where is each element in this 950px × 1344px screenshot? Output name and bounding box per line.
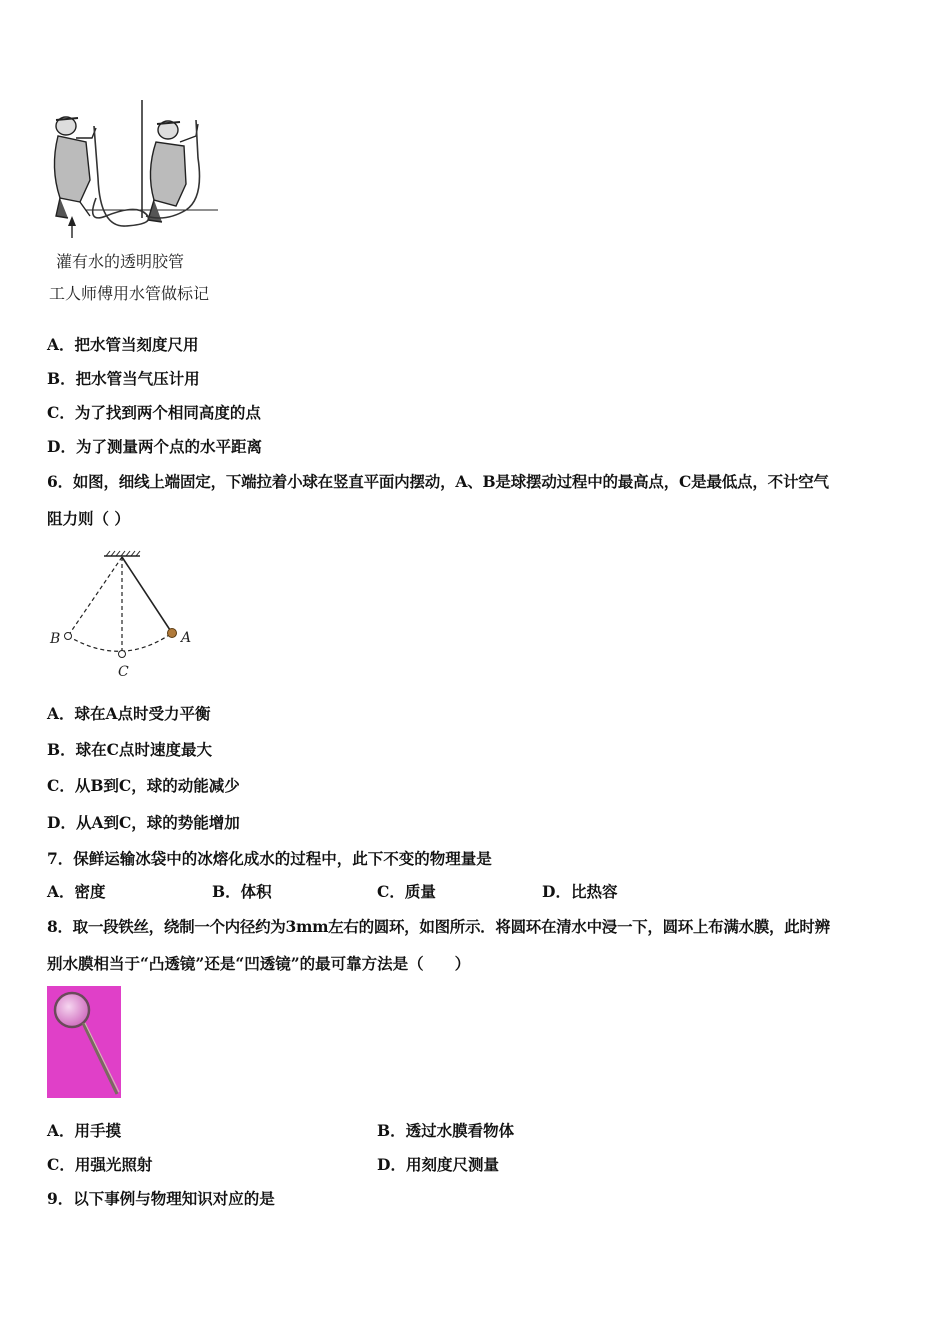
wire-ring: [55, 993, 89, 1027]
q5-option-b: B．把水管当气压计用: [47, 369, 200, 388]
figure1-caption-tube: 灌有水的透明胶管: [56, 252, 185, 271]
q8-option-a: A．用手摸: [47, 1121, 122, 1140]
q8-stem-line1: 8．取一段铁丝，绕制一个内径约为3mm左右的圆环，如图所示．将圆环在清水中浸一下，圆环上布满水膜，此时辨: [47, 917, 830, 936]
q6-option-b: B．球在C点时速度最大: [47, 740, 212, 759]
q7-stem: 7．保鲜运输冰袋中的冰熔化成水的过程中，此下不变的物理量是: [47, 849, 492, 868]
figure-wire-ring: [47, 986, 121, 1098]
q6-option-c: C．从B到C，球的动能减少: [47, 776, 240, 795]
string-to-a: [122, 557, 172, 633]
q6-stem-line2: 阻力则（ ）: [47, 509, 130, 528]
q8-option-c: C．用强光照射: [47, 1155, 153, 1174]
q9-stem: 9．以下事例与物理知识对应的是: [47, 1189, 275, 1208]
q8-stem-line2: 别水膜相当于“凸透镜”还是“凹透镜”的最可靠方法是（ ）: [47, 954, 471, 973]
q8-option-d: D．用刻度尺测量: [377, 1155, 499, 1174]
workers-illustration: [46, 98, 226, 238]
label-a: A: [181, 630, 192, 646]
q6-option-a: A．球在A点时受力平衡: [47, 704, 211, 723]
figure-workers-water-tube: [46, 98, 226, 238]
q5-option-a: A．把水管当刻度尺用: [47, 335, 199, 354]
q6-option-d: D．从A到C，球的势能增加: [47, 813, 240, 832]
wire-handle: [83, 1023, 117, 1094]
q7-option-c: C．质量: [377, 882, 436, 901]
label-b: B: [50, 631, 61, 647]
q7-option-b: B．体积: [212, 882, 272, 901]
worker-left: [54, 117, 96, 218]
q8-option-b: B．透过水膜看物体: [377, 1121, 515, 1140]
q7-option-a: A．密度: [47, 882, 106, 901]
label-c: C: [118, 664, 129, 680]
figure-pendulum: [44, 548, 204, 684]
water-tube: [93, 126, 149, 226]
q6-stem-line1: 6．如图，细线上端固定，下端拉着小球在竖直平面内摆动，A、B是球摆动过程中的最高点，C是最低点，不计空气: [47, 472, 829, 491]
swing-arc: [68, 633, 172, 651]
q5-option-d: D．为了测量两个点的水平距离: [47, 437, 262, 456]
q7-option-d: D．比热容: [542, 882, 618, 901]
q5-option-c: C．为了找到两个相同高度的点: [47, 403, 261, 422]
ball-b: [65, 633, 72, 640]
wire-ring-illustration: [47, 986, 121, 1098]
figure1-caption-workers: 工人师傅用水管做标记: [49, 284, 210, 303]
ball-a: [168, 629, 177, 638]
pendulum-diagram: [44, 548, 204, 684]
ball-c: [119, 651, 126, 658]
